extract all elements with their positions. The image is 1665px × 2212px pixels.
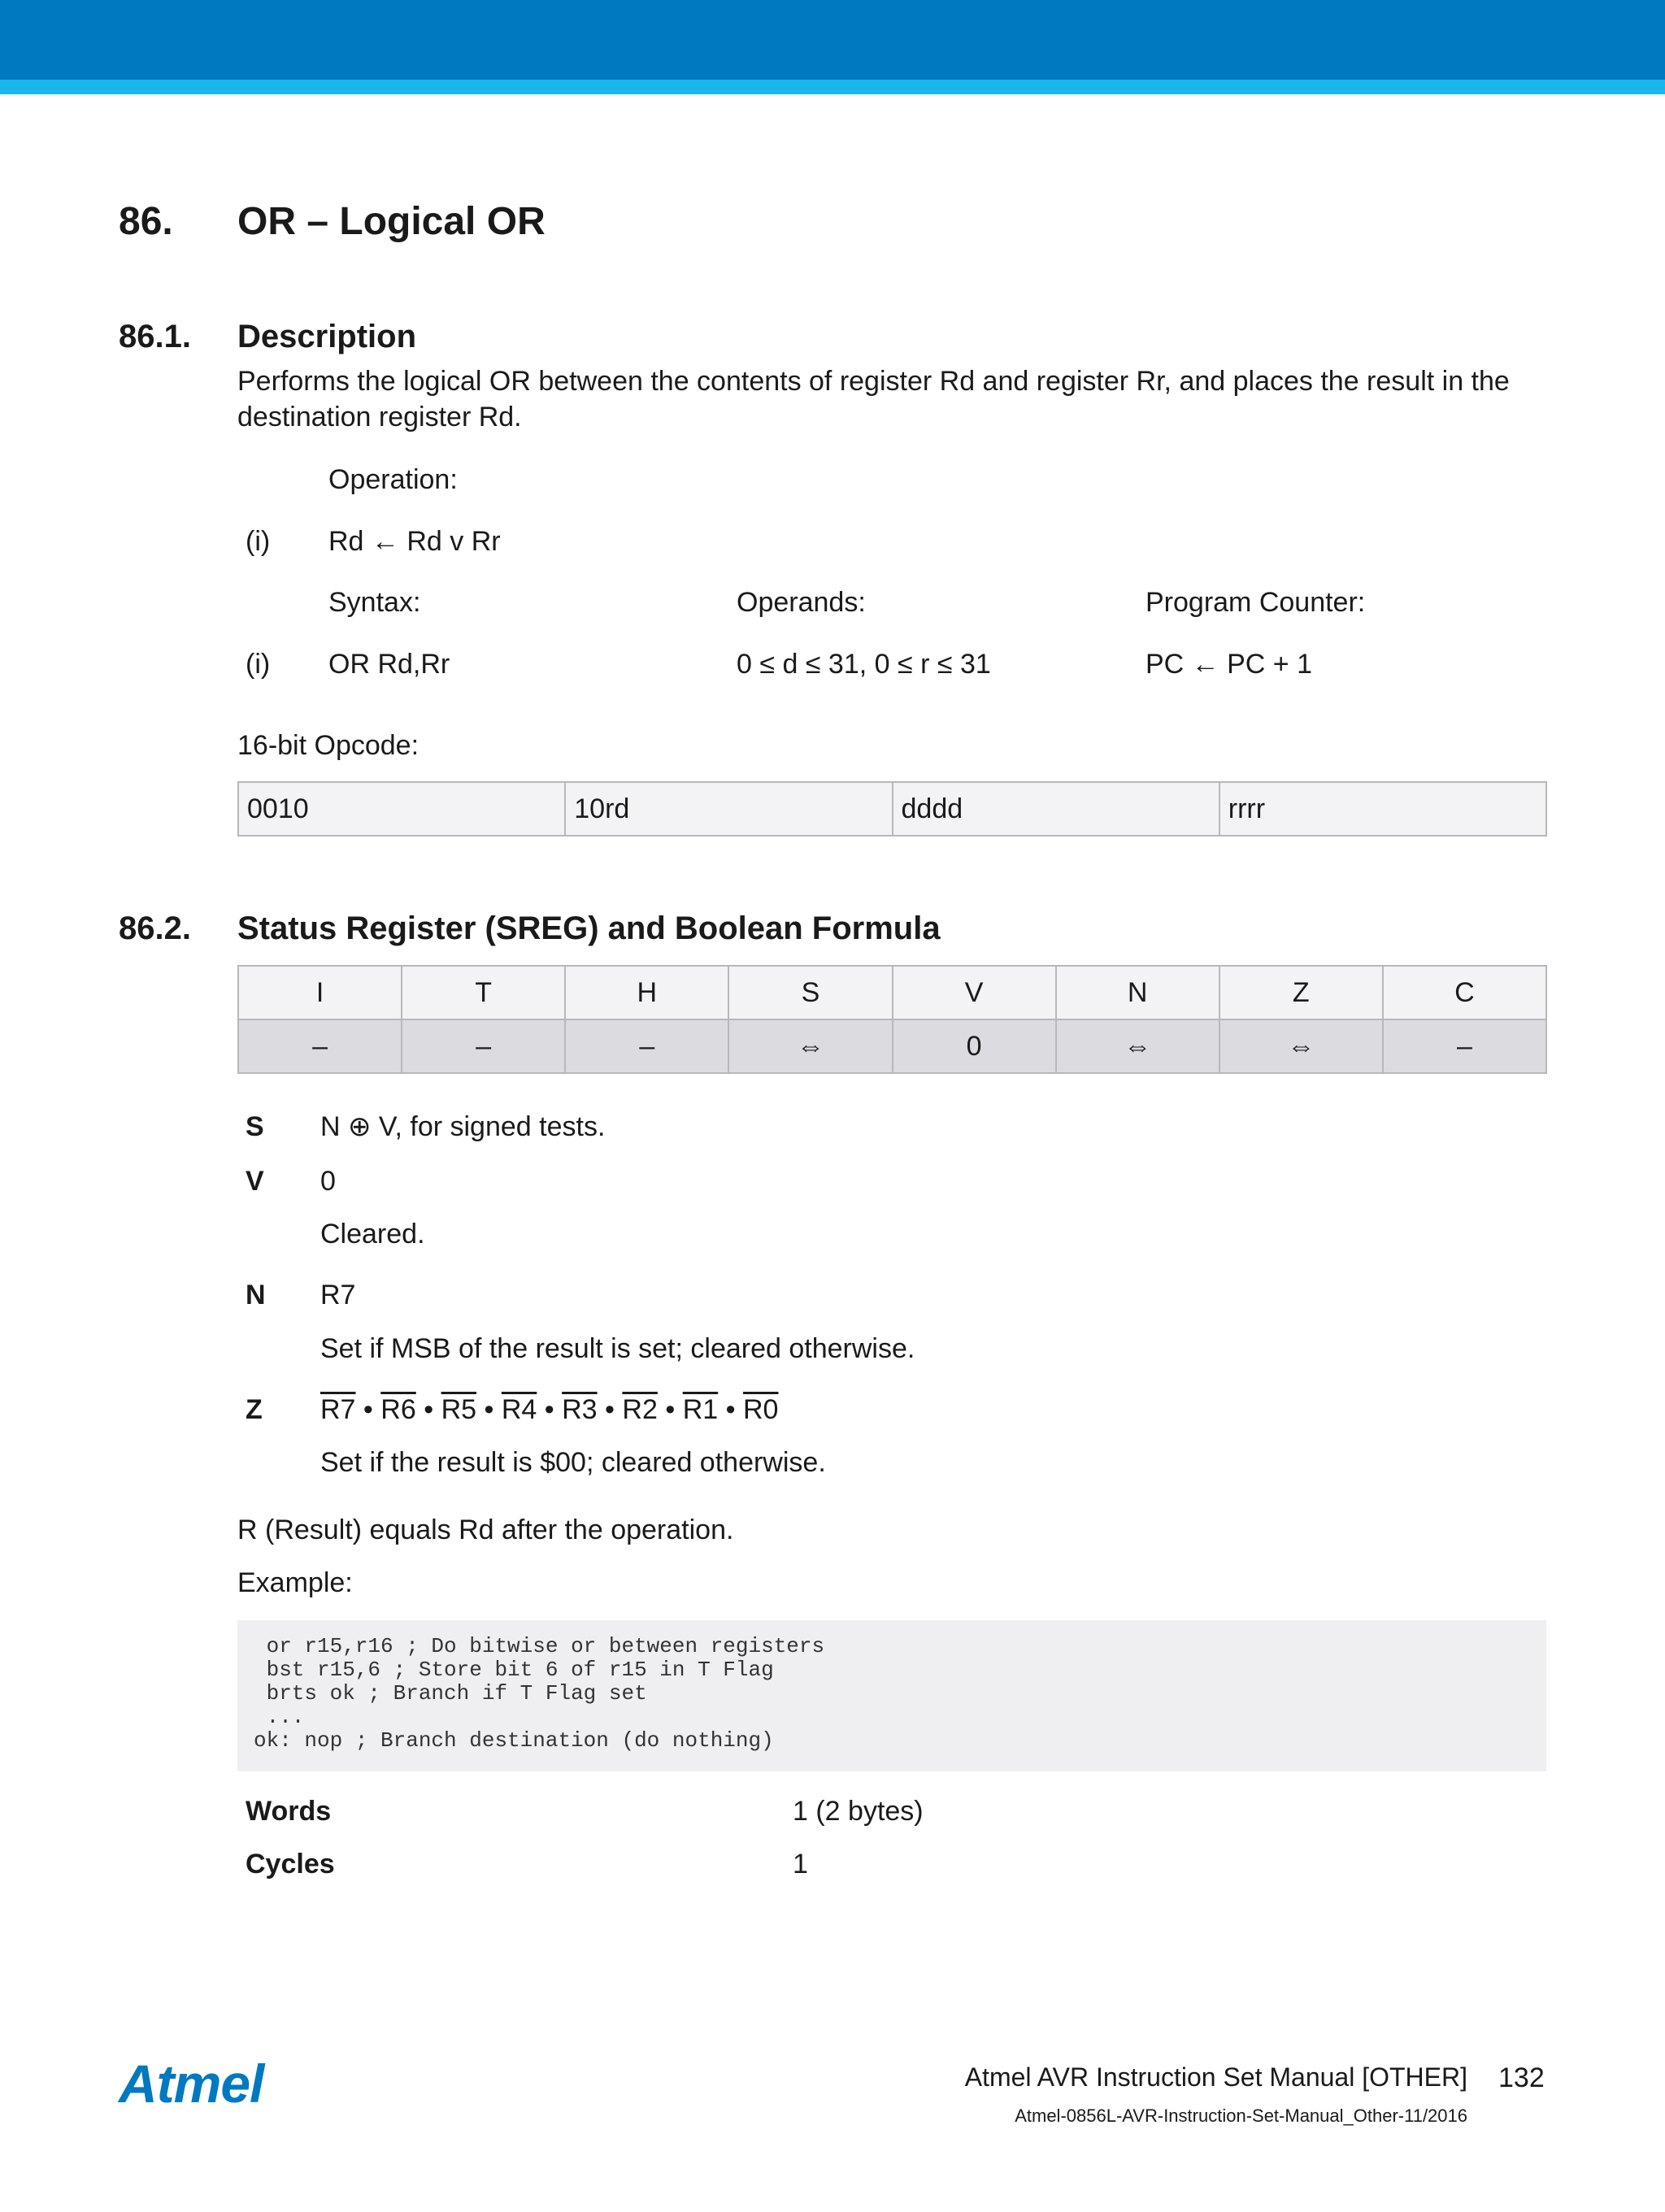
z-term: R7: [320, 1394, 356, 1425]
footer-manual-title: Atmel AVR Instruction Set Manual [OTHER]: [964, 2062, 1467, 2092]
atmel-logo: Atmel: [119, 2053, 264, 2114]
opcode-cell: dddd: [893, 782, 1219, 836]
cycles-value: 1: [793, 1849, 808, 1880]
operation-formula: Rd ← Rd v Rr: [328, 526, 501, 557]
sreg-heading: Status Register (SREG) and Boolean Formula: [237, 910, 941, 946]
sreg-flag-value: –: [565, 1019, 728, 1073]
z-term: R2: [622, 1394, 658, 1425]
section-title: OR – Logical OR: [237, 200, 546, 243]
opcode-label: 16-bit Opcode:: [237, 730, 420, 761]
sreg-flag-value: –: [1383, 1019, 1546, 1073]
description-text-line1: Performs the logical OR between the contents of register Rd and register Rr, and places the result in the: [237, 366, 1510, 397]
sreg-table: [237, 965, 1547, 1074]
z-sep: •: [725, 1394, 736, 1425]
sreg-flag-header: S: [728, 966, 892, 1019]
z-sep: •: [363, 1394, 373, 1425]
sreg-flag-header: I: [238, 966, 402, 1019]
z-term: R6: [380, 1394, 416, 1425]
section-number: 86.: [119, 200, 173, 243]
code-line: bst r15,6 ; Store bit 6 of r15 in T Flag: [254, 1658, 774, 1682]
code-line: ok: nop ; Branch destination (do nothing): [254, 1728, 774, 1753]
opcode-cell: 10rd: [565, 782, 892, 836]
sreg-flag-header: V: [893, 966, 1056, 1019]
description-text-line2: destination register Rd.: [237, 402, 522, 432]
sreg-flag-value: ⇔: [1219, 1019, 1383, 1073]
result-note: R (Result) equals Rd after the operation.: [237, 1515, 734, 1545]
sreg-number: 86.2.: [119, 910, 191, 946]
z-term: R5: [441, 1394, 477, 1425]
opcode-table: [237, 781, 1547, 837]
sreg-flag-value: 0: [893, 1019, 1056, 1073]
sreg-flag-value: –: [402, 1019, 565, 1073]
sreg-flag-value: ⇔: [728, 1019, 892, 1073]
z-sep: •: [484, 1394, 494, 1425]
flag-n-formula: R7: [320, 1280, 356, 1310]
sreg-flag-header: Z: [1219, 966, 1383, 1019]
description-heading: Description: [237, 319, 417, 354]
operation-index: (i): [246, 526, 271, 557]
operation-label: Operation:: [328, 464, 458, 495]
flag-s-formula: N ⊕ V, for signed tests.: [320, 1111, 606, 1142]
code-example: [237, 1620, 1546, 1771]
words-value: 1 (2 bytes): [793, 1796, 924, 1827]
z-sep: •: [605, 1394, 615, 1425]
code-line: or r15,r16 ; Do bitwise or between registers: [254, 1634, 825, 1658]
code-line: ...: [254, 1705, 305, 1729]
z-term: R0: [742, 1394, 779, 1425]
flag-z-letter: Z: [246, 1394, 263, 1425]
flag-v-letter: V: [246, 1166, 264, 1197]
syntax-index: (i): [246, 649, 271, 680]
flag-n-letter: N: [246, 1280, 266, 1310]
flag-v-formula: 0: [320, 1166, 336, 1197]
header-band: [0, 0, 1665, 80]
opcode-cell: rrrr: [1219, 782, 1546, 836]
program-counter-label: Program Counter:: [1146, 587, 1366, 618]
opcode-cell: 0010: [238, 782, 565, 836]
z-sep: •: [544, 1394, 554, 1425]
z-sep: •: [424, 1394, 434, 1425]
sreg-flag-value: –: [238, 1019, 402, 1073]
example-label: Example:: [237, 1567, 353, 1598]
flag-n-note: Set if MSB of the result is set; cleared otherwise.: [320, 1333, 915, 1364]
program-counter-value: PC ← PC + 1: [1146, 649, 1313, 680]
flag-v-note: Cleared.: [320, 1219, 425, 1249]
description-number: 86.1.: [119, 319, 191, 354]
z-term: R1: [682, 1394, 719, 1425]
sreg-flag-header: T: [402, 966, 565, 1019]
syntax-label: Syntax:: [328, 587, 421, 618]
operands-value: 0 ≤ d ≤ 31, 0 ≤ r ≤ 31: [737, 649, 991, 680]
words-label: Words: [246, 1796, 332, 1827]
flag-s-letter: S: [246, 1111, 264, 1142]
z-sep: •: [665, 1394, 676, 1425]
flag-z-formula: [320, 1392, 778, 1428]
operands-label: Operands:: [737, 587, 866, 618]
sreg-flag-header: H: [565, 966, 728, 1019]
z-term: R3: [562, 1394, 598, 1425]
syntax-value: OR Rd,Rr: [328, 649, 450, 680]
sreg-flag-header: C: [1383, 966, 1546, 1019]
sreg-flag-value: ⇔: [1056, 1019, 1219, 1073]
footer-page-number: 132: [1498, 2062, 1545, 2093]
footer-doc-id: Atmel-0856L-AVR-Instruction-Set-Manual_Other-11/2016: [1015, 2106, 1467, 2126]
header-stripe: [0, 80, 1665, 94]
code-line: brts ok ; Branch if T Flag set: [254, 1681, 647, 1706]
sreg-flag-header: N: [1056, 966, 1219, 1019]
flag-z-note: Set if the result is $00; cleared otherwise.: [320, 1447, 826, 1478]
cycles-label: Cycles: [246, 1849, 335, 1880]
z-term: R4: [501, 1394, 537, 1425]
